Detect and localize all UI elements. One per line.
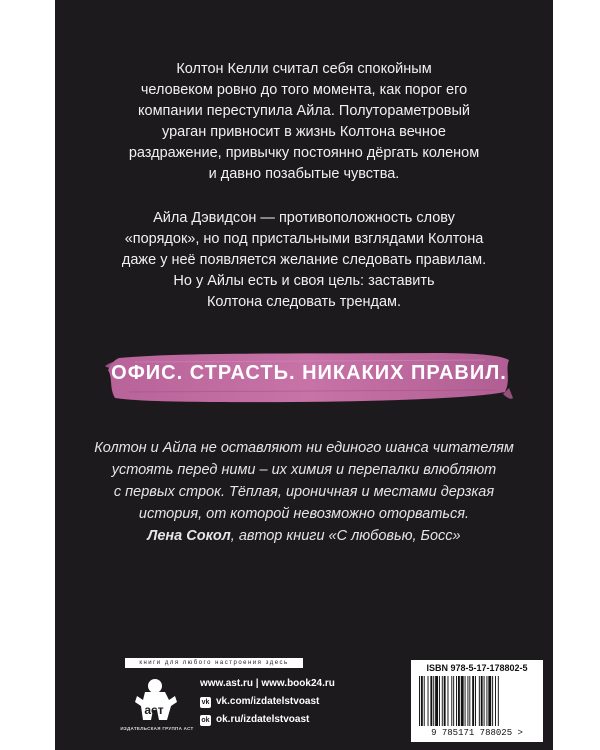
blurb-line: Айла Дэвидсон — противоположность слову [153,210,455,226]
publisher-tagline: книги для любого настроения здесь [125,658,303,668]
logo-subtitle: ИЗДАТЕЛЬСКАЯ ГРУППА АСТ [120,726,194,731]
review-quote [55,437,553,525]
vk-icon: vk [201,698,210,706]
blurb-line: ураган привносит в жизнь Колтона вечное [162,124,446,140]
blurb-line: человеком ровно до того момента, как порог его [140,82,468,98]
vk-row [200,693,335,711]
ok-link[interactable]: ok.ru/izdatelstvoast [216,714,310,725]
blurb-paragraph-1 [55,59,553,185]
ok-row [200,711,335,729]
quote-line: устоять перед ними – их химия и перепалки влюбляют [111,462,497,478]
blurb-line: Колтон Келли считал себя спокойным [176,61,432,77]
quote-line: с первых строк. Тёплая, ироничная и местами дерзкая [113,484,495,500]
vk-link[interactable]: vk.com/izdatelstvoast [216,696,320,707]
ast-logo-icon [125,674,183,734]
blurb-line: и давно позабытые чувства. [208,166,400,182]
quote-attribution [55,525,553,547]
quote-line: история, от которой невозможно оторваться. [138,506,470,522]
barcode-icon [417,676,537,726]
ok-icon: ok [201,716,210,724]
slogan: ОФИС. СТРАСТЬ. НИКАКИХ ПРАВИЛ. [111,362,507,384]
blurb-paragraph-2 [55,208,553,313]
quote-author: Лена Сокол [147,528,231,544]
publisher-links [200,675,335,729]
blurb-line: «порядок», но под пристальными взглядами Колтона [124,231,484,247]
blurb-line: компании переступила Айла. Полутораметровый [138,103,470,119]
blurb-line: Колтона следовать трендам. [206,294,402,310]
blurb-line: раздражение, привычку постоянно дёргать коленом [128,145,480,161]
blurb-line: Но у Айлы есть и своя цель: заставить [173,273,435,289]
barcode-digits: 9 785171 788025 > [431,728,523,738]
isbn-label: ISBN 978-5-17-178802-5 [426,663,528,673]
websites-text[interactable]: www.ast.ru | www.book24.ru [200,678,335,689]
logo-text: аст [144,703,164,717]
blurb-line: даже у неё появляется желание следовать правилам. [121,252,487,268]
websites-row [200,675,335,693]
barcode-panel [411,660,543,742]
book-back-cover [55,0,553,750]
quote-line: Колтон и Айла не оставляют ни единого шанса читателям [94,440,514,456]
quote-attribution-rest: , автор книги «С любовью, Босс» [230,528,461,544]
